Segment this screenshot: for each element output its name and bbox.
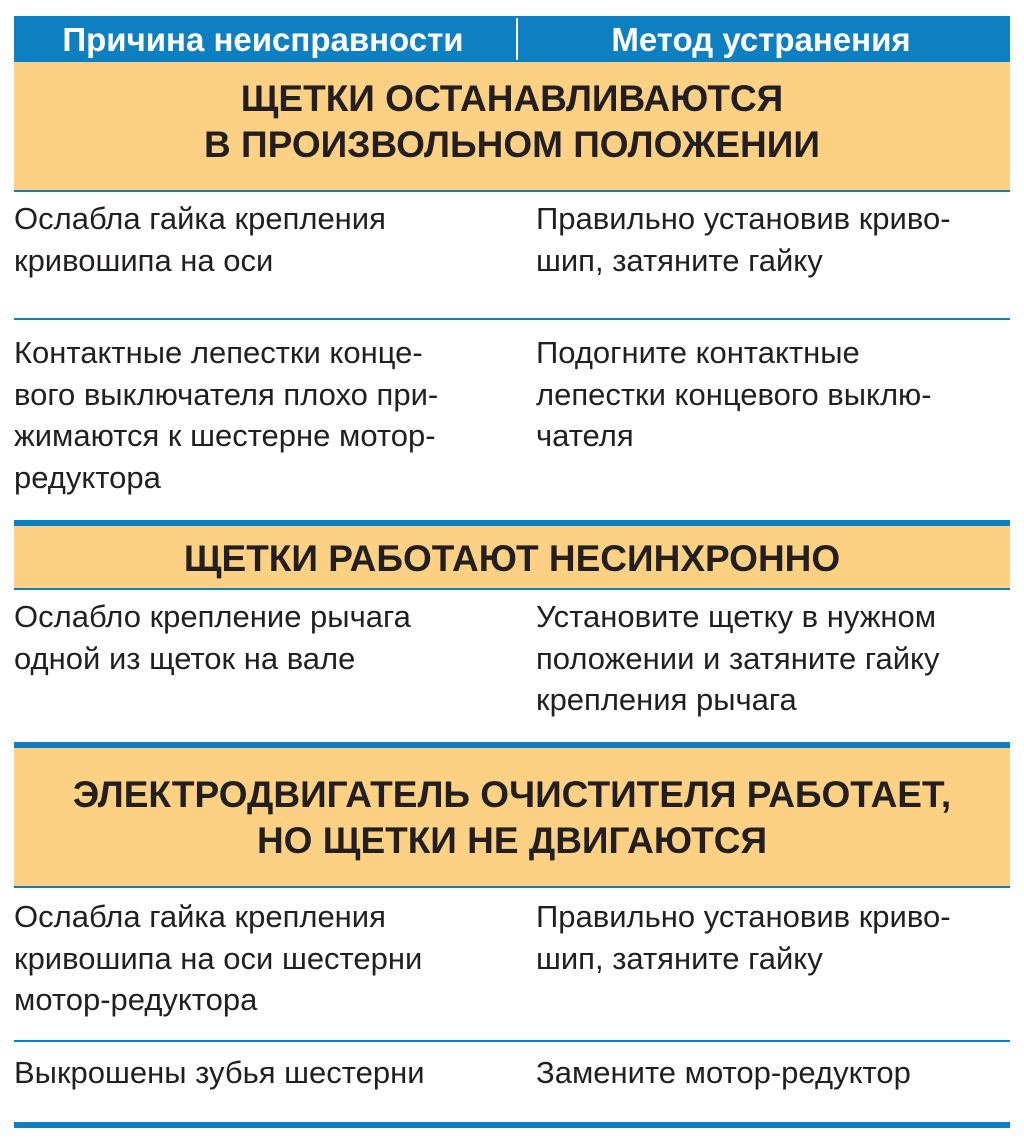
header-cause: Причина неисправности bbox=[62, 21, 464, 58]
cause-cell: Ослабла гайка крепления кривошипа на оси шестерни мотор-редуктора bbox=[14, 899, 423, 1017]
section-title-motor-runs: ЭЛЕКТРОДВИГАТЕЛЬ ОЧИСТИТЕЛЯ РАБОТАЕТ, НО ЩЕТКИ НЕ ДВИГАЮТСЯ bbox=[14, 748, 1010, 886]
fix-cell: Подогните контактные лепестки концевого выклю- чателя bbox=[536, 335, 932, 453]
header-fix: Метод устранения bbox=[611, 21, 911, 58]
section-title-brushes-stop: ЩЕТКИ ОСТАНАВЛИВАЮТСЯ В ПРОИЗВОЛЬНОМ ПОЛОЖЕНИИ bbox=[14, 62, 1010, 190]
table-bottom-rule bbox=[14, 1122, 1010, 1128]
fix-cell: Установите щетку в нужном положении и затяните гайку крепления рычага bbox=[536, 599, 940, 717]
table-row bbox=[14, 888, 1010, 1040]
cause-cell: Ослабло крепление рычага одной из щеток на вале bbox=[14, 599, 411, 676]
fix-cell: Правильно установив криво- шип, затяните гайку bbox=[536, 899, 951, 976]
table-header bbox=[14, 16, 1010, 62]
table-row bbox=[14, 1042, 1010, 1122]
section-title-brushes-async: ЩЕТКИ РАБОТАЮТ НЕСИНХРОННО bbox=[14, 526, 1010, 588]
fix-cell: Замените мотор-редуктор bbox=[536, 1055, 911, 1090]
table-row bbox=[14, 192, 1010, 318]
header-divider bbox=[516, 18, 518, 60]
cause-cell: Контактные лепестки конце- вого выключателя плохо при- жимаются к шестерне мотор- редуктора bbox=[14, 335, 439, 495]
cause-cell: Ослабла гайка крепления кривошипа на оси bbox=[14, 201, 386, 278]
table-row bbox=[14, 590, 1010, 742]
cause-cell: Выкрошены зубья шестерни bbox=[14, 1055, 425, 1090]
table-row bbox=[14, 320, 1010, 520]
fix-cell: Правильно установив криво- шип, затяните гайку bbox=[536, 201, 951, 278]
troubleshooting-table bbox=[14, 16, 1010, 1128]
